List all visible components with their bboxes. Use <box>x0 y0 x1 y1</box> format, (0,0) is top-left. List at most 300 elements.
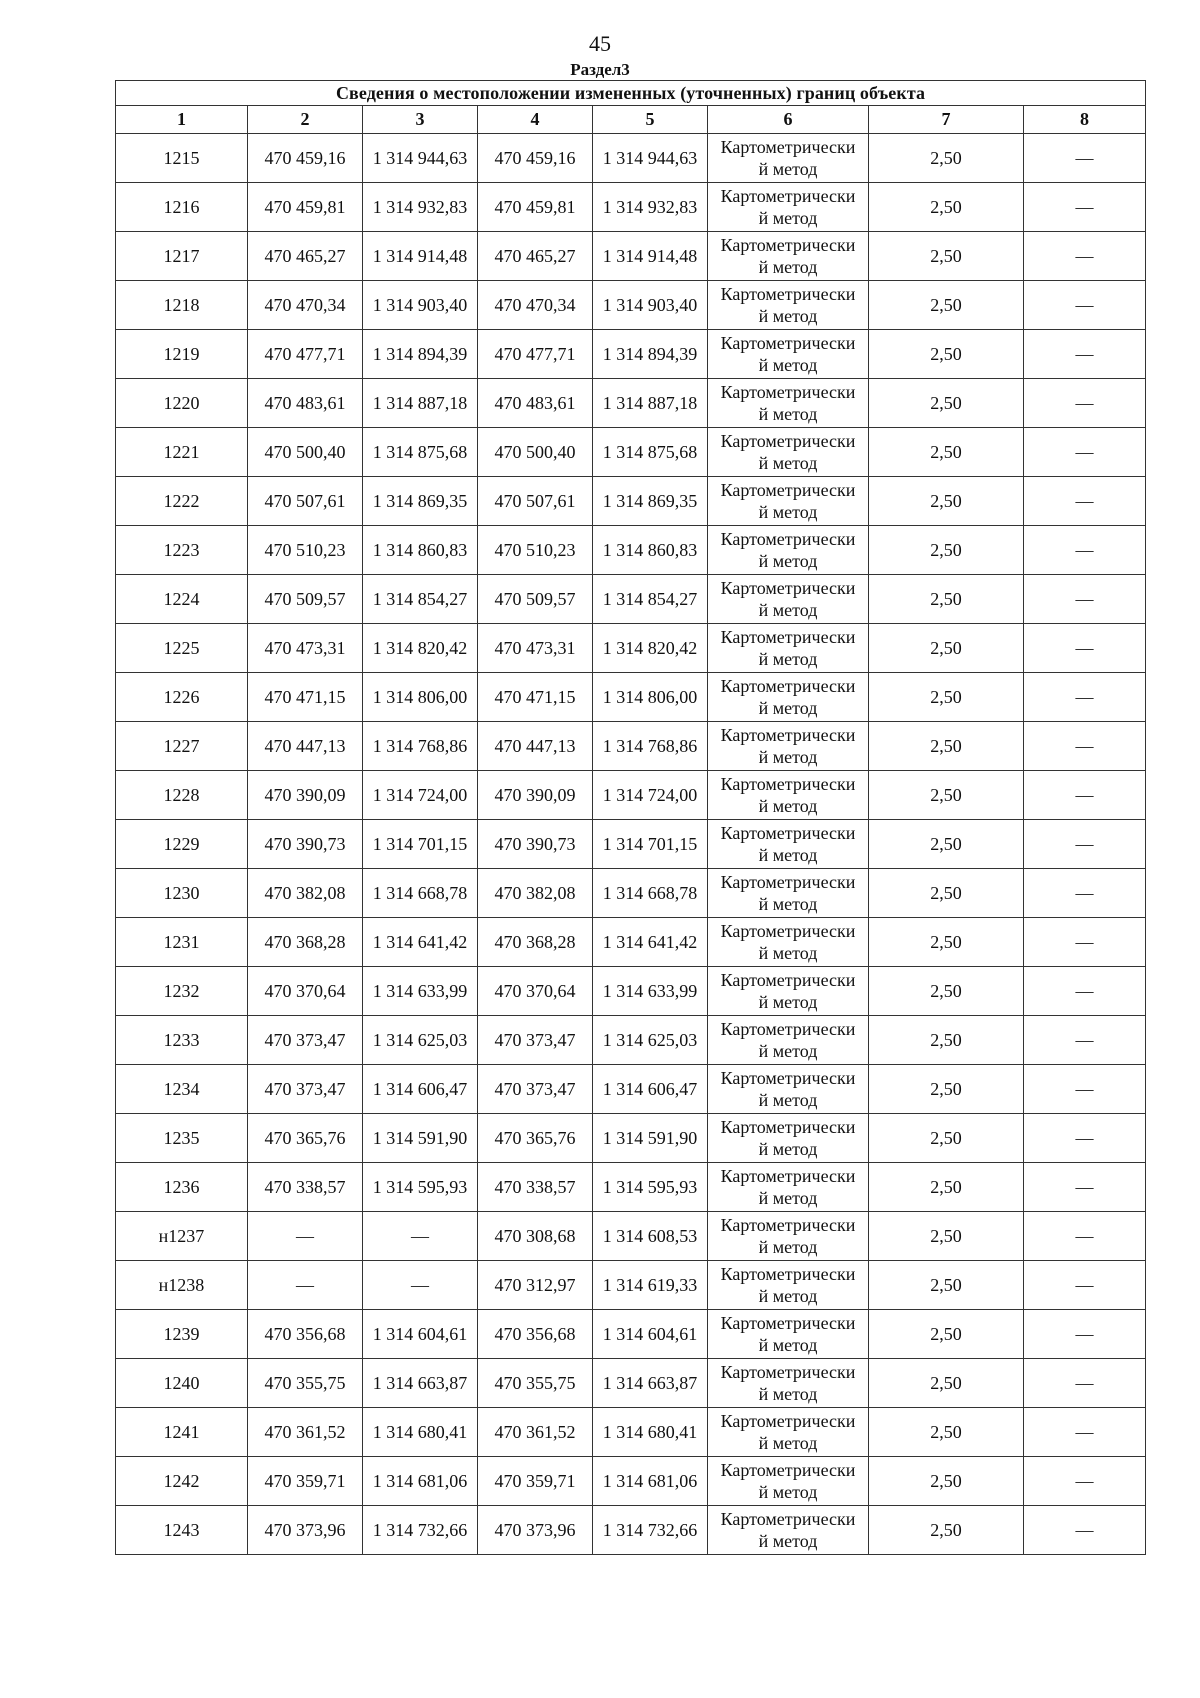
table-row <box>116 673 1146 722</box>
table-row <box>116 967 1146 1016</box>
method-cell <box>708 232 869 281</box>
method-line-2: й метод <box>758 208 818 228</box>
x-existing-cell: 470 509,57 <box>248 575 363 624</box>
accuracy-cell: 2,50 <box>869 330 1024 379</box>
method-cell <box>708 183 869 232</box>
x-refined-cell: 470 361,52 <box>478 1408 593 1457</box>
table-row <box>116 526 1146 575</box>
method-line-2: й метод <box>758 1482 818 1502</box>
accuracy-cell: 2,50 <box>869 1016 1024 1065</box>
x-refined-cell: 470 356,68 <box>478 1310 593 1359</box>
x-existing-cell: 470 373,47 <box>248 1016 363 1065</box>
y-refined-cell: 1 314 854,27 <box>593 575 708 624</box>
table-row <box>116 820 1146 869</box>
point-number-cell: 1217 <box>116 232 248 281</box>
y-existing-cell: 1 314 903,40 <box>363 281 478 330</box>
table-caption: Сведения о местоположении измененных (уточненных) границ объекта <box>116 81 1146 106</box>
y-refined-cell: 1 314 894,39 <box>593 330 708 379</box>
y-refined-cell: 1 314 887,18 <box>593 379 708 428</box>
description-cell: — <box>1024 428 1146 477</box>
description-cell: — <box>1024 1310 1146 1359</box>
method-line-2: й метод <box>758 600 818 620</box>
y-existing-cell: 1 314 932,83 <box>363 183 478 232</box>
description-cell: — <box>1024 1261 1146 1310</box>
column-number-1: 1 <box>116 106 248 134</box>
method-line-1: Картометрически <box>720 1313 856 1333</box>
y-refined-cell: 1 314 595,93 <box>593 1163 708 1212</box>
method-cell <box>708 1016 869 1065</box>
table-row <box>116 722 1146 771</box>
point-number-cell: 1240 <box>116 1359 248 1408</box>
table-row <box>116 477 1146 526</box>
description-cell: — <box>1024 918 1146 967</box>
y-existing-cell: 1 314 768,86 <box>363 722 478 771</box>
description-cell: — <box>1024 477 1146 526</box>
table-row <box>116 1359 1146 1408</box>
accuracy-cell: 2,50 <box>869 232 1024 281</box>
table-row <box>116 1310 1146 1359</box>
x-existing-cell: 470 471,15 <box>248 673 363 722</box>
method-cell <box>708 134 869 183</box>
y-existing-cell: 1 314 591,90 <box>363 1114 478 1163</box>
x-existing-cell: 470 470,34 <box>248 281 363 330</box>
x-refined-cell: 470 365,76 <box>478 1114 593 1163</box>
table-row <box>116 379 1146 428</box>
y-existing-cell: 1 314 701,15 <box>363 820 478 869</box>
y-refined-cell: 1 314 875,68 <box>593 428 708 477</box>
y-existing-cell: — <box>363 1212 478 1261</box>
y-refined-cell: 1 314 633,99 <box>593 967 708 1016</box>
method-line-1: Картометрически <box>720 1509 856 1529</box>
y-existing-cell: 1 314 668,78 <box>363 869 478 918</box>
method-cell <box>708 1114 869 1163</box>
method-line-1: Картометрически <box>720 627 856 647</box>
x-existing-cell: 470 356,68 <box>248 1310 363 1359</box>
x-refined-cell: 470 308,68 <box>478 1212 593 1261</box>
point-number-cell: 1226 <box>116 673 248 722</box>
x-existing-cell: 470 483,61 <box>248 379 363 428</box>
y-existing-cell: 1 314 604,61 <box>363 1310 478 1359</box>
method-line-2: й метод <box>758 453 818 473</box>
table-row <box>116 183 1146 232</box>
y-existing-cell: — <box>363 1261 478 1310</box>
method-cell <box>708 967 869 1016</box>
y-existing-cell: 1 314 869,35 <box>363 477 478 526</box>
point-number-cell: 1230 <box>116 869 248 918</box>
method-line-2: й метод <box>758 649 818 669</box>
x-refined-cell: 470 312,97 <box>478 1261 593 1310</box>
x-refined-cell: 470 509,57 <box>478 575 593 624</box>
table-row <box>116 1065 1146 1114</box>
method-line-2: й метод <box>758 1139 818 1159</box>
column-number-8: 8 <box>1024 106 1146 134</box>
method-line-2: й метод <box>758 1188 818 1208</box>
y-existing-cell: 1 314 894,39 <box>363 330 478 379</box>
method-line-1: Картометрически <box>720 578 856 598</box>
column-number-7: 7 <box>869 106 1024 134</box>
x-existing-cell: 470 465,27 <box>248 232 363 281</box>
y-existing-cell: 1 314 944,63 <box>363 134 478 183</box>
column-number-row <box>116 106 1146 134</box>
y-existing-cell: 1 314 724,00 <box>363 771 478 820</box>
y-existing-cell: 1 314 820,42 <box>363 624 478 673</box>
method-cell <box>708 1457 869 1506</box>
description-cell: — <box>1024 134 1146 183</box>
accuracy-cell: 2,50 <box>869 673 1024 722</box>
method-line-2: й метод <box>758 992 818 1012</box>
table-row <box>116 869 1146 918</box>
x-existing-cell: 470 507,61 <box>248 477 363 526</box>
description-cell: — <box>1024 1163 1146 1212</box>
column-number-3: 3 <box>363 106 478 134</box>
method-line-1: Картометрически <box>720 1019 856 1039</box>
x-existing-cell: 470 338,57 <box>248 1163 363 1212</box>
method-cell <box>708 820 869 869</box>
description-cell: — <box>1024 1016 1146 1065</box>
method-line-2: й метод <box>758 1041 818 1061</box>
y-existing-cell: 1 314 875,68 <box>363 428 478 477</box>
point-number-cell: 1225 <box>116 624 248 673</box>
method-cell <box>708 281 869 330</box>
method-line-1: Картометрически <box>720 529 856 549</box>
description-cell: — <box>1024 967 1146 1016</box>
x-existing-cell: 470 500,40 <box>248 428 363 477</box>
method-cell <box>708 1163 869 1212</box>
x-refined-cell: 470 465,27 <box>478 232 593 281</box>
method-line-2: й метод <box>758 502 818 522</box>
method-line-2: й метод <box>758 1531 818 1551</box>
x-existing-cell: 470 473,31 <box>248 624 363 673</box>
y-refined-cell: 1 314 724,00 <box>593 771 708 820</box>
point-number-cell: 1233 <box>116 1016 248 1065</box>
method-line-1: Картометрически <box>720 382 856 402</box>
method-line-2: й метод <box>758 355 818 375</box>
table-row <box>116 1457 1146 1506</box>
x-refined-cell: 470 359,71 <box>478 1457 593 1506</box>
point-number-cell: 1218 <box>116 281 248 330</box>
x-refined-cell: 470 373,96 <box>478 1506 593 1555</box>
x-refined-cell: 470 447,13 <box>478 722 593 771</box>
x-existing-cell: 470 510,23 <box>248 526 363 575</box>
accuracy-cell: 2,50 <box>869 820 1024 869</box>
method-cell <box>708 575 869 624</box>
section-title: Раздел3 <box>570 60 630 79</box>
method-line-1: Картометрически <box>720 1068 856 1088</box>
x-existing-cell: 470 390,09 <box>248 771 363 820</box>
method-line-2: й метод <box>758 1335 818 1355</box>
point-number-cell: 1228 <box>116 771 248 820</box>
point-number-cell: 1219 <box>116 330 248 379</box>
column-number-2: 2 <box>248 106 363 134</box>
y-existing-cell: 1 314 914,48 <box>363 232 478 281</box>
method-line-2: й метод <box>758 698 818 718</box>
y-existing-cell: 1 314 680,41 <box>363 1408 478 1457</box>
y-refined-cell: 1 314 591,90 <box>593 1114 708 1163</box>
method-line-1: Картометрически <box>720 1362 856 1382</box>
method-line-1: Картометрически <box>720 137 856 157</box>
description-cell: — <box>1024 771 1146 820</box>
table-row <box>116 1261 1146 1310</box>
x-existing-cell: 470 447,13 <box>248 722 363 771</box>
accuracy-cell: 2,50 <box>869 1310 1024 1359</box>
method-line-2: й метод <box>758 1433 818 1453</box>
accuracy-cell: 2,50 <box>869 281 1024 330</box>
method-line-2: й метод <box>758 1237 818 1257</box>
accuracy-cell: 2,50 <box>869 379 1024 428</box>
x-refined-cell: 470 500,40 <box>478 428 593 477</box>
point-number-cell: 1235 <box>116 1114 248 1163</box>
y-existing-cell: 1 314 606,47 <box>363 1065 478 1114</box>
method-line-2: й метод <box>758 845 818 865</box>
x-refined-cell: 470 473,31 <box>478 624 593 673</box>
method-cell <box>708 771 869 820</box>
table-row <box>116 624 1146 673</box>
y-refined-cell: 1 314 732,66 <box>593 1506 708 1555</box>
y-refined-cell: 1 314 869,35 <box>593 477 708 526</box>
x-refined-cell: 470 471,15 <box>478 673 593 722</box>
table-row <box>116 771 1146 820</box>
accuracy-cell: 2,50 <box>869 1408 1024 1457</box>
point-number-cell: 1216 <box>116 183 248 232</box>
method-line-2: й метод <box>758 257 818 277</box>
method-line-1: Картометрически <box>720 970 856 990</box>
method-line-1: Картометрически <box>720 1411 856 1431</box>
method-cell <box>708 1212 869 1261</box>
y-existing-cell: 1 314 625,03 <box>363 1016 478 1065</box>
table-row <box>116 281 1146 330</box>
method-line-1: Картометрически <box>720 774 856 794</box>
y-refined-cell: 1 314 768,86 <box>593 722 708 771</box>
accuracy-cell: 2,50 <box>869 1359 1024 1408</box>
point-number-cell: н1238 <box>116 1261 248 1310</box>
x-existing-cell: 470 390,73 <box>248 820 363 869</box>
x-existing-cell: 470 382,08 <box>248 869 363 918</box>
table-row <box>116 134 1146 183</box>
table-row <box>116 1506 1146 1555</box>
method-cell <box>708 330 869 379</box>
x-existing-cell: 470 373,96 <box>248 1506 363 1555</box>
accuracy-cell: 2,50 <box>869 134 1024 183</box>
table-row <box>116 1212 1146 1261</box>
accuracy-cell: 2,50 <box>869 624 1024 673</box>
method-cell <box>708 1065 869 1114</box>
x-existing-cell: 470 355,75 <box>248 1359 363 1408</box>
y-refined-cell: 1 314 860,83 <box>593 526 708 575</box>
method-cell <box>708 918 869 967</box>
description-cell: — <box>1024 379 1146 428</box>
accuracy-cell: 2,50 <box>869 575 1024 624</box>
y-existing-cell: 1 314 633,99 <box>363 967 478 1016</box>
description-cell: — <box>1024 330 1146 379</box>
method-line-2: й метод <box>758 551 818 571</box>
accuracy-cell: 2,50 <box>869 1261 1024 1310</box>
table-row <box>116 330 1146 379</box>
table-row <box>116 1163 1146 1212</box>
method-cell <box>708 722 869 771</box>
point-number-cell: 1229 <box>116 820 248 869</box>
table-row <box>116 575 1146 624</box>
column-number-4: 4 <box>478 106 593 134</box>
table-row <box>116 428 1146 477</box>
table-body <box>116 134 1146 1555</box>
point-number-cell: 1236 <box>116 1163 248 1212</box>
description-cell: — <box>1024 820 1146 869</box>
description-cell: — <box>1024 624 1146 673</box>
x-refined-cell: 470 477,71 <box>478 330 593 379</box>
x-refined-cell: 470 338,57 <box>478 1163 593 1212</box>
y-refined-cell: 1 314 701,15 <box>593 820 708 869</box>
x-refined-cell: 470 382,08 <box>478 869 593 918</box>
y-refined-cell: 1 314 608,53 <box>593 1212 708 1261</box>
method-line-1: Картометрически <box>720 284 856 304</box>
table-row <box>116 1016 1146 1065</box>
x-refined-cell: 470 368,28 <box>478 918 593 967</box>
method-line-2: й метод <box>758 747 818 767</box>
accuracy-cell: 2,50 <box>869 1163 1024 1212</box>
y-existing-cell: 1 314 681,06 <box>363 1457 478 1506</box>
y-existing-cell: 1 314 887,18 <box>363 379 478 428</box>
y-existing-cell: 1 314 663,87 <box>363 1359 478 1408</box>
method-line-1: Картометрически <box>720 921 856 941</box>
description-cell: — <box>1024 183 1146 232</box>
accuracy-cell: 2,50 <box>869 526 1024 575</box>
accuracy-cell: 2,50 <box>869 967 1024 1016</box>
method-line-1: Картометрически <box>720 235 856 255</box>
point-number-cell: 1224 <box>116 575 248 624</box>
x-refined-cell: 470 390,73 <box>478 820 593 869</box>
point-number-cell: 1234 <box>116 1065 248 1114</box>
column-number-5: 5 <box>593 106 708 134</box>
y-existing-cell: 1 314 641,42 <box>363 918 478 967</box>
point-number-cell: 1223 <box>116 526 248 575</box>
description-cell: — <box>1024 1212 1146 1261</box>
table-row <box>116 918 1146 967</box>
point-number-cell: н1237 <box>116 1212 248 1261</box>
accuracy-cell: 2,50 <box>869 869 1024 918</box>
method-line-1: Картометрически <box>720 1264 856 1284</box>
x-refined-cell: 470 483,61 <box>478 379 593 428</box>
accuracy-cell: 2,50 <box>869 1506 1024 1555</box>
method-line-2: й метод <box>758 404 818 424</box>
y-refined-cell: 1 314 903,40 <box>593 281 708 330</box>
x-existing-cell: 470 370,64 <box>248 967 363 1016</box>
x-refined-cell: 470 355,75 <box>478 1359 593 1408</box>
method-line-1: Картометрически <box>720 480 856 500</box>
point-number-cell: 1231 <box>116 918 248 967</box>
y-refined-cell: 1 314 641,42 <box>593 918 708 967</box>
y-refined-cell: 1 314 606,47 <box>593 1065 708 1114</box>
x-refined-cell: 470 507,61 <box>478 477 593 526</box>
y-refined-cell: 1 314 625,03 <box>593 1016 708 1065</box>
x-refined-cell: 470 470,34 <box>478 281 593 330</box>
x-refined-cell: 470 373,47 <box>478 1016 593 1065</box>
point-number-cell: 1227 <box>116 722 248 771</box>
point-number-cell: 1243 <box>116 1506 248 1555</box>
y-refined-cell: 1 314 806,00 <box>593 673 708 722</box>
y-refined-cell: 1 314 681,06 <box>593 1457 708 1506</box>
description-cell: — <box>1024 673 1146 722</box>
point-number-cell: 1239 <box>116 1310 248 1359</box>
method-line-2: й метод <box>758 943 818 963</box>
description-cell: — <box>1024 1457 1146 1506</box>
description-cell: — <box>1024 526 1146 575</box>
accuracy-cell: 2,50 <box>869 477 1024 526</box>
method-line-1: Картометрически <box>720 1215 856 1235</box>
description-cell: — <box>1024 1359 1146 1408</box>
description-cell: — <box>1024 1506 1146 1555</box>
method-line-2: й метод <box>758 894 818 914</box>
table-caption-row <box>116 81 1146 106</box>
accuracy-cell: 2,50 <box>869 1457 1024 1506</box>
accuracy-cell: 2,50 <box>869 1212 1024 1261</box>
y-refined-cell: 1 314 944,63 <box>593 134 708 183</box>
method-line-1: Картометрически <box>720 1117 856 1137</box>
description-cell: — <box>1024 1065 1146 1114</box>
description-cell: — <box>1024 722 1146 771</box>
method-line-2: й метод <box>758 306 818 326</box>
accuracy-cell: 2,50 <box>869 428 1024 477</box>
method-line-1: Картометрически <box>720 676 856 696</box>
method-line-1: Картометрически <box>720 333 856 353</box>
point-number-cell: 1242 <box>116 1457 248 1506</box>
accuracy-cell: 2,50 <box>869 722 1024 771</box>
point-number-cell: 1215 <box>116 134 248 183</box>
y-refined-cell: 1 314 932,83 <box>593 183 708 232</box>
accuracy-cell: 2,50 <box>869 918 1024 967</box>
method-line-1: Картометрически <box>720 872 856 892</box>
method-line-2: й метод <box>758 1384 818 1404</box>
x-refined-cell: 470 390,09 <box>478 771 593 820</box>
method-cell <box>708 869 869 918</box>
method-cell <box>708 428 869 477</box>
method-line-1: Картометрически <box>720 823 856 843</box>
y-existing-cell: 1 314 806,00 <box>363 673 478 722</box>
method-cell <box>708 526 869 575</box>
point-number-cell: 1222 <box>116 477 248 526</box>
method-line-1: Картометрически <box>720 431 856 451</box>
column-number-6: 6 <box>708 106 869 134</box>
boundary-coordinates-table <box>115 80 1146 1555</box>
x-existing-cell: — <box>248 1261 363 1310</box>
y-existing-cell: 1 314 732,66 <box>363 1506 478 1555</box>
method-cell <box>708 379 869 428</box>
y-existing-cell: 1 314 595,93 <box>363 1163 478 1212</box>
accuracy-cell: 2,50 <box>869 1065 1024 1114</box>
x-existing-cell: 470 359,71 <box>248 1457 363 1506</box>
point-number-cell: 1241 <box>116 1408 248 1457</box>
y-existing-cell: 1 314 854,27 <box>363 575 478 624</box>
x-refined-cell: 470 459,16 <box>478 134 593 183</box>
description-cell: — <box>1024 232 1146 281</box>
point-number-cell: 1221 <box>116 428 248 477</box>
x-existing-cell: 470 368,28 <box>248 918 363 967</box>
x-refined-cell: 470 370,64 <box>478 967 593 1016</box>
description-cell: — <box>1024 869 1146 918</box>
y-refined-cell: 1 314 914,48 <box>593 232 708 281</box>
method-line-1: Картометрически <box>720 186 856 206</box>
x-existing-cell: 470 477,71 <box>248 330 363 379</box>
method-line-2: й метод <box>758 1286 818 1306</box>
accuracy-cell: 2,50 <box>869 1114 1024 1163</box>
x-existing-cell: 470 459,81 <box>248 183 363 232</box>
page-number: 45 <box>589 31 611 56</box>
method-cell <box>708 673 869 722</box>
x-existing-cell: — <box>248 1212 363 1261</box>
accuracy-cell: 2,50 <box>869 771 1024 820</box>
x-existing-cell: 470 361,52 <box>248 1408 363 1457</box>
y-refined-cell: 1 314 820,42 <box>593 624 708 673</box>
table-row <box>116 1408 1146 1457</box>
